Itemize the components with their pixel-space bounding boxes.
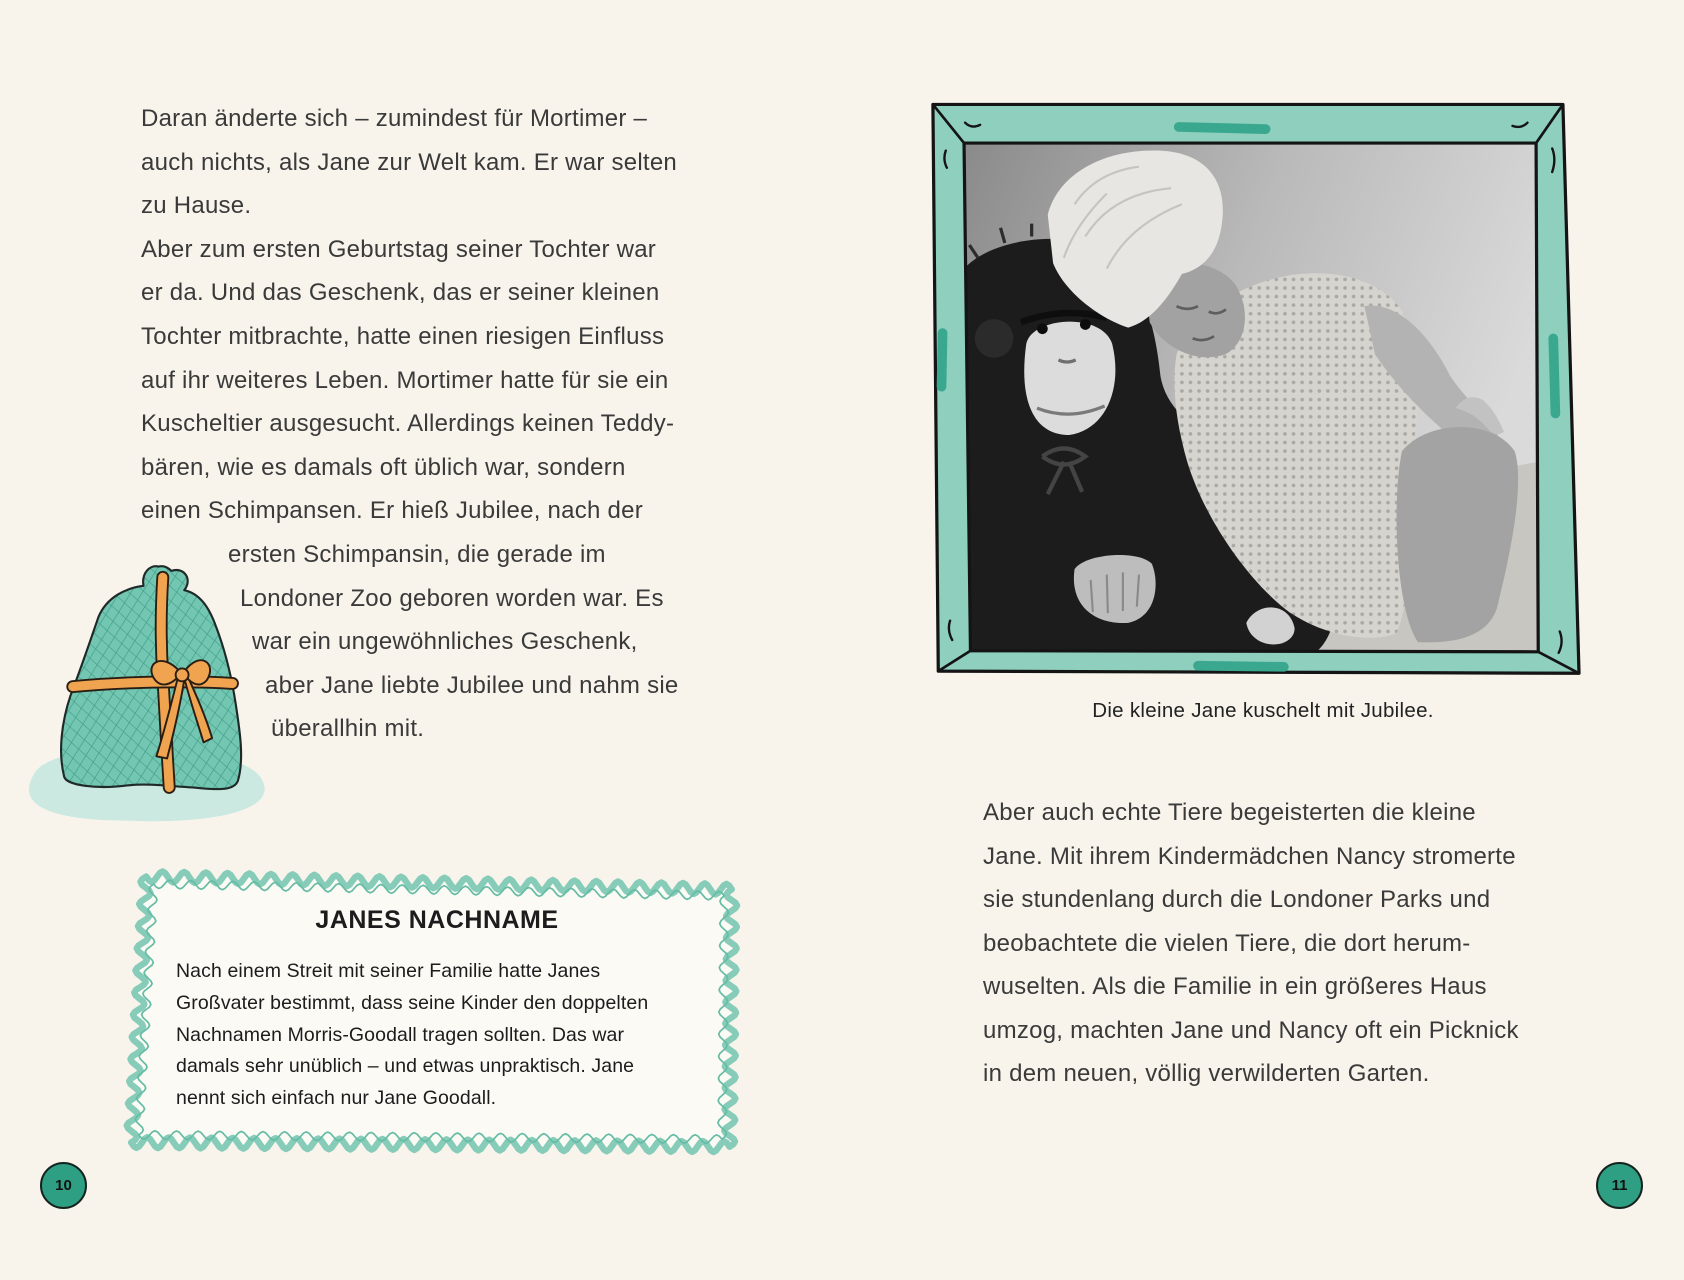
paragraph-line: auf ihr weiteres Leben. Mortimer hatte für sie ein: [141, 366, 669, 394]
photo-frame: [925, 98, 1588, 684]
info-box-line: nennt sich einfach nur Jane Goodall.: [176, 1087, 497, 1110]
paragraph-line: Kuscheltier ausgesucht. Allerdings keinen Teddy-: [141, 410, 675, 438]
info-box-line: Großvater bestimmt, dass seine Kinder den doppelten: [176, 991, 649, 1014]
paragraph-line: bären, wie es damals oft üblich war, sondern: [141, 453, 626, 481]
info-box-title: JANES NACHNAME: [315, 906, 559, 934]
paragraph-line: war ein ungewöhnliches Geschenk,: [252, 628, 638, 656]
paragraph-line: überallhin mit.: [271, 715, 425, 743]
right-page-paragraph: [983, 791, 1519, 1096]
page-number-left: 10: [40, 1162, 87, 1209]
paragraph-line: aber Jane liebte Jubilee und nahm sie: [265, 671, 679, 699]
paragraph-line: einen Schimpansen. Er hieß Jubilee, nach der: [141, 497, 643, 525]
paragraph-line: sie stundenlang durch die Londoner Parks und: [983, 886, 1491, 913]
info-box-line: damals sehr unüblich – und etwas unpraktisch. Jane: [176, 1055, 635, 1078]
page-number-right: 11: [1596, 1162, 1643, 1209]
paragraph-line: ersten Schimpansin, die gerade im: [228, 540, 606, 568]
paragraph-line: Aber zum ersten Geburtstag seiner Tochter war: [141, 235, 657, 263]
paragraph-line: wuselten. Als die Familie in ein größeres Haus: [983, 973, 1487, 1000]
paragraph-line: Tochter mitbrachte, hatte einen riesigen Einfluss: [141, 322, 665, 350]
info-box-line: Nach einem Streit mit seiner Familie hatte Janes: [176, 960, 601, 982]
info-box-line: Nachnamen Morris-Goodall tragen sollten. Das war: [176, 1023, 625, 1046]
paragraph-line: in dem neuen, völlig verwilderten Garten.: [983, 1060, 1430, 1087]
paragraph-line: beobachtete die vielen Tiere, die dort herum-: [983, 929, 1471, 957]
paragraph-line: Daran änderte sich – zumindest für Mortimer –: [141, 105, 648, 132]
info-box-body: [176, 956, 648, 1115]
gift-bag-illustration: [19, 558, 268, 826]
paragraph-line: auch nichts, als Jane zur Welt kam. Er war selten: [141, 148, 678, 176]
paragraph-line: er da. Und das Geschenk, das er seiner kleinen: [141, 279, 660, 307]
paragraph-line: Jane. Mit ihrem Kindermädchen Nancy stromerte: [983, 842, 1516, 870]
paragraph-line: umzog, machten Jane und Nancy oft ein Picknick: [983, 1016, 1519, 1044]
paragraph-line: Aber auch echte Tiere begeisterten die kleine: [983, 799, 1476, 826]
paragraph-line: zu Hause.: [141, 192, 252, 220]
photo-jane-with-jubilee: [962, 140, 1542, 655]
paragraph-line: Londoner Zoo geboren worden war. Es: [240, 584, 664, 612]
photo-caption: Die kleine Jane kuschelt mit Jubilee.: [1092, 699, 1434, 722]
